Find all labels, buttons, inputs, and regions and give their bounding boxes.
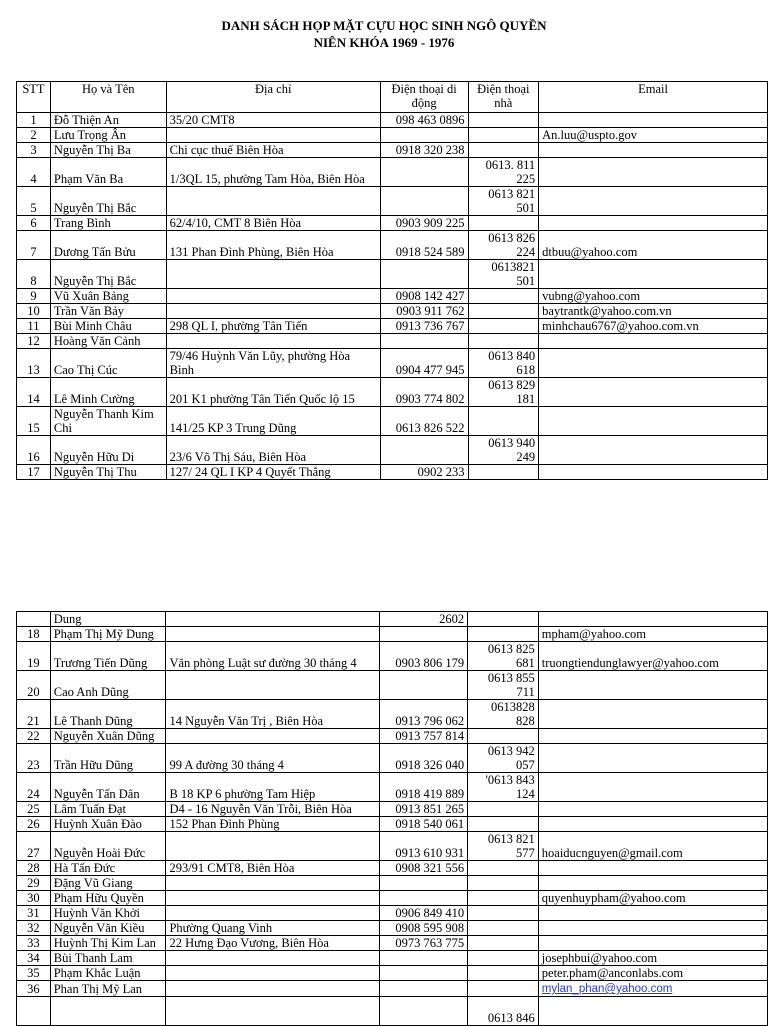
table-row [17,216,768,231]
cell-stt: 23 [17,744,51,773]
cell-home-phone [468,304,539,319]
table-row [17,729,768,744]
cell-email [538,671,767,700]
cell-email [538,700,767,729]
cell-mobile: 0903 911 762 [380,304,468,319]
cell-address: 23/6 Võ Thị Sáu, Biên Hòa [166,436,380,465]
cell-mobile [380,187,468,216]
header-email: Email [539,82,768,113]
cell-address: Phường Quang Vinh [166,921,380,936]
cell-stt: 16 [17,436,51,465]
cell-address [166,260,380,289]
cell-stt: 27 [17,832,51,861]
cell-email: peter.pham@anconlabs.com [538,966,767,981]
document-title [0,17,768,51]
table-row [17,891,768,906]
cell-name: Phan Thị Mỹ Lan [50,981,166,997]
cell-home-phone [468,465,539,480]
cell-mobile: 0913 610 931 [380,832,468,861]
cell-address [166,304,380,319]
cell-address [166,729,380,744]
cell-name: Vũ Xuân Bảng [50,289,166,304]
table-row [17,936,768,951]
cell-mobile: 0918 326 040 [380,744,468,773]
cell-stt: 9 [17,289,51,304]
cell-home-phone [468,612,539,627]
cell-stt: 28 [17,861,51,876]
cell-stt: 26 [17,817,51,832]
table-header-row [17,82,768,113]
cell-address: 62/4/10, CMT 8 Biên Hòa [166,216,380,231]
cell-address [166,906,380,921]
cell-mobile [380,627,468,642]
cell-address [166,289,380,304]
cell-email [539,407,768,436]
cell-name: Hoàng Văn Cảnh [50,334,166,349]
cell-home-phone: '0613 843 124 [468,773,539,802]
cell-email [539,113,768,128]
cell-email: josephbui@yahoo.com [538,951,767,966]
cell-name: Huỳnh Thị Kim Lan [50,936,166,951]
cell-stt: 13 [17,349,51,378]
cell-home-phone [468,319,539,334]
cell-stt: 29 [17,876,51,891]
table-row [17,876,768,891]
cell-email: An.luu@uspto.gov [539,128,768,143]
table-row [17,143,768,158]
table-row [17,436,768,465]
cell-home-phone: 0613 855 711 [468,671,539,700]
cell-stt: 19 [17,642,51,671]
cell-address [166,876,380,891]
cell-home-phone: 0613 826 224 [468,231,539,260]
cell-name: Trang Bình [50,216,166,231]
cell-stt: 20 [17,671,51,700]
cell-address [166,334,380,349]
cell-home-phone [468,128,539,143]
cell-email: truongtiendunglawyer@yahoo.com [538,642,767,671]
cell-home-phone [468,817,539,832]
cell-address: 22 Hưng Đạo Vương, Biên Hòa [166,936,380,951]
cell-stt: 17 [17,465,51,480]
cell-email [538,997,767,1026]
table-row [17,319,768,334]
title-line-1: DANH SÁCH HỌP MẶT CỰU HỌC SINH NGÔ QUYỀN [221,18,547,33]
cell-mobile: 0902 233 [380,465,468,480]
cell-mobile: 098 463 0896 [380,113,468,128]
cell-mobile: 0903 806 179 [380,642,468,671]
cell-email: vubng@yahoo.com [539,289,768,304]
cell-email [539,378,768,407]
cell-home-phone [468,334,539,349]
cell-home-phone [468,861,539,876]
cell-name: Lê Minh Cường [50,378,166,407]
cell-mobile [380,436,468,465]
cell-home-phone [468,921,539,936]
cell-mobile: 2602 [380,612,468,627]
cell-mobile: 0613 826 522 [380,407,468,436]
cell-stt: 21 [17,700,51,729]
cell-name: Trần Hữu Dũng [50,744,166,773]
cell-name: Dương Tấn Bửu [50,231,166,260]
cell-email [538,817,767,832]
cell-name: Lê Thanh Dũng [50,700,166,729]
cell-home-phone: 0613821 501 [468,260,539,289]
cell-address: 127/ 24 QL I KP 4 Quyết Thắng [166,465,380,480]
cell-home-phone [468,143,539,158]
cell-name: Phạm Hữu Quyền [50,891,166,906]
cell-stt [17,997,51,1026]
title-line-2: NIÊN KHÓA 1969 - 1976 [313,35,455,50]
cell-stt: 31 [17,906,51,921]
header-address: Địa chỉ [166,82,380,113]
cell-stt: 32 [17,921,51,936]
table-row [17,113,768,128]
cell-stt: 6 [17,216,51,231]
cell-name: Trần Văn Bảy [50,304,166,319]
cell-address [166,612,380,627]
cell-mobile: 0918 524 589 [380,231,468,260]
cell-stt: 18 [17,627,51,642]
table-row [17,773,768,802]
cell-stt: 10 [17,304,51,319]
cell-address: 35/20 CMT8 [166,113,380,128]
cell-home-phone: 0613 942 057 [468,744,539,773]
cell-home-phone: 0613 840 618 [468,349,539,378]
cell-name: Nguyễn Thanh Kim Chi [50,407,166,436]
cell-stt: 12 [17,334,51,349]
header-mobile: Điện thoại di động [380,82,468,113]
header-stt: STT [17,82,51,113]
cell-address [166,832,380,861]
cell-name: Dung [50,612,166,627]
cell-email [538,802,767,817]
cell-address: 293/91 CMT8, Biên Hòa [166,861,380,876]
table-row [17,861,768,876]
cell-home-phone: 0613828 828 [468,700,539,729]
cell-address: 298 QL I, phường Tân Tiến [166,319,380,334]
cell-name: Nguyễn Hoài Đức [50,832,166,861]
table-row [17,744,768,773]
alumni-table-page-1 [16,81,768,480]
table-row [17,260,768,289]
cell-mobile: 0918 540 061 [380,817,468,832]
cell-stt: 7 [17,231,51,260]
cell-home-phone [468,936,539,951]
cell-email [539,334,768,349]
cell-stt: 15 [17,407,51,436]
cell-mobile: 0973 763 775 [380,936,468,951]
cell-email: hoaiducnguyen@gmail.com [538,832,767,861]
cell-stt: 24 [17,773,51,802]
cell-mobile [380,671,468,700]
cell-home-phone [468,113,539,128]
cell-name: Nguyễn Văn Kiều [50,921,166,936]
cell-email: minhchau6767@yahoo.com.vn [539,319,768,334]
cell-email [538,612,767,627]
cell-home-phone [468,216,539,231]
cell-name: Nguyễn Thị Bắc [50,187,166,216]
table-row [17,304,768,319]
cell-email: mpham@yahoo.com [538,627,767,642]
cell-name: Bùi Thanh Lam [50,951,166,966]
cell-stt: 34 [17,951,51,966]
cell-mobile [380,128,468,143]
cell-address [166,891,380,906]
cell-name: Phạm Văn Ba [50,158,166,187]
cell-mobile [380,158,468,187]
table-row [17,187,768,216]
table-row [17,700,768,729]
cell-email [539,143,768,158]
cell-name: Nguyễn Thị Thu [50,465,166,480]
table-row [17,378,768,407]
cell-stt: 22 [17,729,51,744]
cell-email [539,260,768,289]
cell-name: Nguyễn Xuân Dũng [50,729,166,744]
cell-home-phone [468,951,539,966]
table-row [17,981,768,997]
cell-name: Nguyễn Thị Ba [50,143,166,158]
cell-address: 152 Phan Đình Phùng [166,817,380,832]
cell-mobile [380,334,468,349]
cell-address: 99 A đường 30 tháng 4 [166,744,380,773]
cell-stt: 3 [17,143,51,158]
cell-address [166,951,380,966]
cell-email: quyenhuypham@yahoo.com [538,891,767,906]
cell-stt: 4 [17,158,51,187]
cell-home-phone: 0613 846 [468,997,539,1026]
cell-stt: 8 [17,260,51,289]
cell-home-phone [468,906,539,921]
cell-home-phone [468,289,539,304]
cell-mobile: 0913 736 767 [380,319,468,334]
table-row [17,407,768,436]
table-row [17,951,768,966]
table-row [17,334,768,349]
cell-mobile: 0918 320 238 [380,143,468,158]
alumni-table-page-2 [16,611,768,1026]
table-row [17,465,768,480]
cell-stt: 36 [17,981,51,997]
cell-stt: 14 [17,378,51,407]
cell-home-phone: 0613 821 501 [468,187,539,216]
cell-mobile: 0904 477 945 [380,349,468,378]
cell-home-phone: 0613 940 249 [468,436,539,465]
table-row [17,158,768,187]
cell-address: Văn phòng Luật sư đường 30 tháng 4 [166,642,380,671]
cell-mobile [380,966,468,981]
cell-email [538,876,767,891]
cell-mobile: 0906 849 410 [380,906,468,921]
cell-mobile: 0908 595 908 [380,921,468,936]
cell-name: Nguyễn Hữu Di [50,436,166,465]
cell-email [539,465,768,480]
cell-mobile [380,891,468,906]
table-row [17,289,768,304]
cell-address [166,627,380,642]
cell-mobile: 0908 321 556 [380,861,468,876]
cell-address: D4 - 16 Nguyễn Văn Trỗi, Biên Hòa [166,802,380,817]
cell-address [166,981,380,997]
cell-name: Đặng Vũ Giang [50,876,166,891]
table-row [17,802,768,817]
cell-email [538,773,767,802]
table-row [17,906,768,921]
cell-address: 141/25 KP 3 Trung Dũng [166,407,380,436]
cell-mobile [380,951,468,966]
cell-address: B 18 KP 6 phường Tam Hiệp [166,773,380,802]
cell-email [539,158,768,187]
cell-home-phone [468,802,539,817]
cell-email [538,729,767,744]
table-row [17,921,768,936]
cell-home-phone: 0613 825 681 [468,642,539,671]
cell-email: baytrantk@yahoo.com.vn [539,304,768,319]
table-row [17,966,768,981]
cell-home-phone [468,407,539,436]
cell-name: Cao Anh Dũng [50,671,166,700]
cell-address [166,187,380,216]
table-row [17,817,768,832]
cell-email [538,861,767,876]
cell-mobile: 0903 774 802 [380,378,468,407]
cell-home-phone [468,729,539,744]
cell-address: 201 K1 phường Tân Tiến Quốc lộ 15 [166,378,380,407]
cell-email [539,187,768,216]
table-row [17,671,768,700]
cell-email [538,921,767,936]
cell-home-phone [468,981,539,997]
cell-email [538,936,767,951]
cell-email: dtbuu@yahoo.com [539,231,768,260]
cell-stt: 11 [17,319,51,334]
cell-stt [17,612,51,627]
cell-mobile [380,876,468,891]
cell-address [166,997,380,1026]
cell-mobile: 0903 909 225 [380,216,468,231]
cell-name: Huỳnh Xuân Đào [50,817,166,832]
email-link[interactable]: mylan_phan@yahoo.com [541,983,673,995]
table-row [17,627,768,642]
cell-home-phone [468,891,539,906]
header-home-phone: Điện thoại nhà [468,82,539,113]
cell-home-phone [468,876,539,891]
cell-address [166,671,380,700]
cell-stt: 1 [17,113,51,128]
cell-name: Lưu Trọng Ân [50,128,166,143]
cell-mobile: 0913 851 265 [380,802,468,817]
cell-name: Nguyễn Thị Bắc [50,260,166,289]
cell-home-phone [468,966,539,981]
cell-name: Nguyễn Tấn Dân [50,773,166,802]
cell-stt: 25 [17,802,51,817]
cell-address: 1/3QL 15, phường Tam Hòa, Biên Hòa [166,158,380,187]
cell-address: 79/46 Huỳnh Văn Lũy, phường Hòa Bình [166,349,380,378]
cell-name: Bùi Minh Châu [50,319,166,334]
table-row [17,612,768,627]
cell-home-phone [468,627,539,642]
cell-name [50,997,166,1026]
cell-email [539,349,768,378]
cell-email [538,981,767,997]
cell-mobile: 0908 142 427 [380,289,468,304]
cell-email [538,906,767,921]
cell-name: Trương Tiến Dũng [50,642,166,671]
cell-stt: 5 [17,187,51,216]
cell-stt: 2 [17,128,51,143]
cell-mobile [380,997,468,1026]
cell-name: Phạm Thị Mỹ Dung [50,627,166,642]
cell-mobile: 0913 796 062 [380,700,468,729]
table-row [17,832,768,861]
cell-address: Chi cục thuế Biên Hòa [166,143,380,158]
cell-address [166,128,380,143]
cell-mobile: 0918 419 889 [380,773,468,802]
cell-email [539,436,768,465]
cell-name: Hà Tấn Đức [50,861,166,876]
cell-name: Cao Thị Cúc [50,349,166,378]
cell-name: Lâm Tuấn Đạt [50,802,166,817]
cell-mobile [380,981,468,997]
cell-email [539,216,768,231]
table-row [17,128,768,143]
cell-mobile [380,260,468,289]
table-row [17,642,768,671]
cell-stt: 35 [17,966,51,981]
cell-address: 131 Phan Đình Phùng, Biên Hòa [166,231,380,260]
cell-name: Đỗ Thiện An [50,113,166,128]
table-row [17,997,768,1026]
table-row [17,231,768,260]
cell-stt: 30 [17,891,51,906]
cell-home-phone: 0613. 811 225 [468,158,539,187]
cell-stt: 33 [17,936,51,951]
cell-email [538,744,767,773]
cell-name: Phạm Khắc Luận [50,966,166,981]
cell-address [166,966,380,981]
header-name: Họ và Tên [50,82,166,113]
cell-mobile: 0913 757 814 [380,729,468,744]
cell-name: Huỳnh Văn Khởi [50,906,166,921]
cell-address: 14 Nguyễn Văn Trị , Biên Hòa [166,700,380,729]
table-row [17,349,768,378]
cell-home-phone: 0613 829 181 [468,378,539,407]
cell-home-phone: 0613 821 577 [468,832,539,861]
